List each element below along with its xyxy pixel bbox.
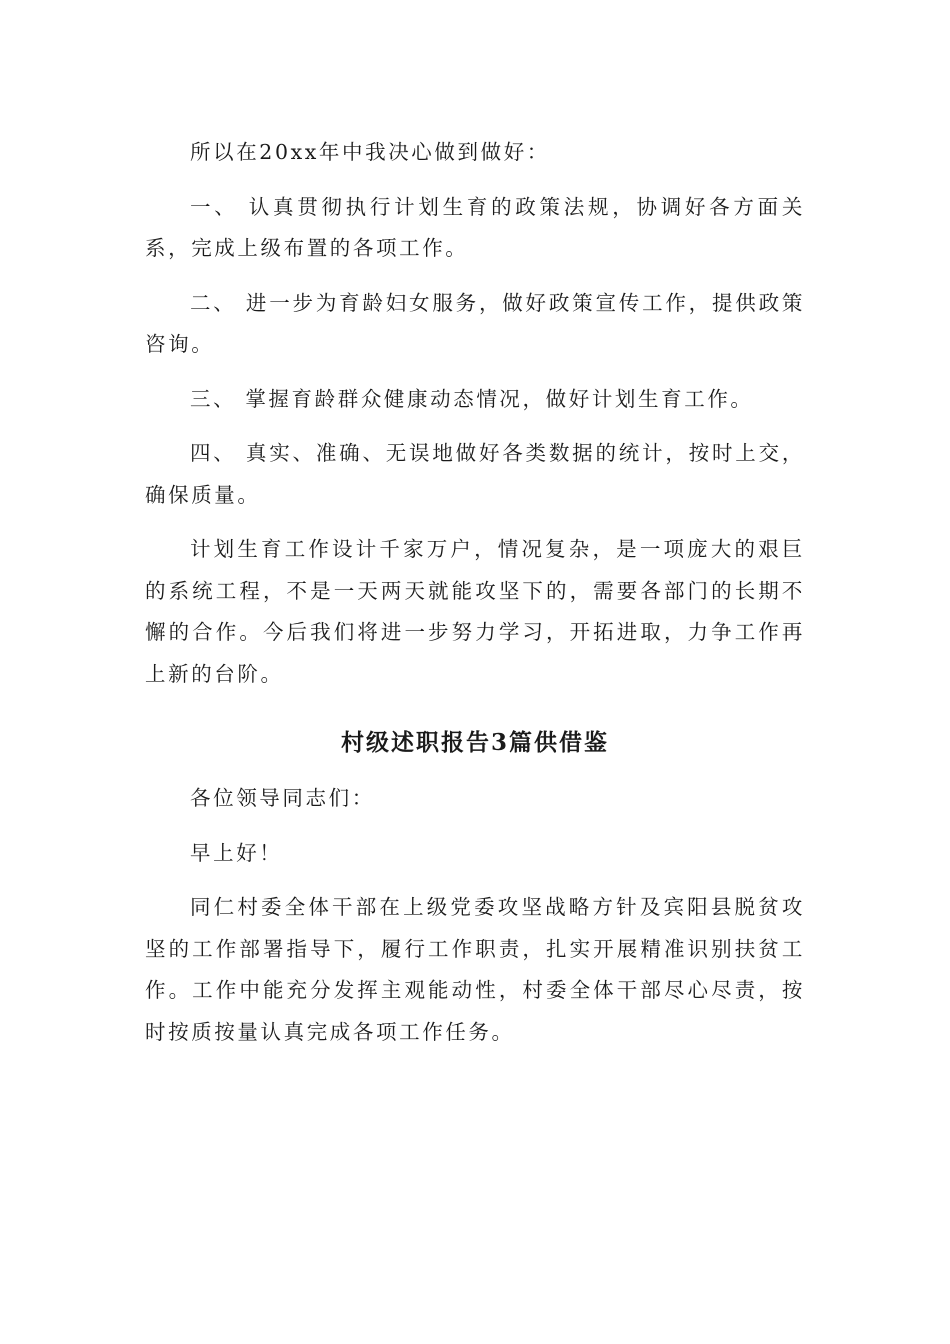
paragraph-conclusion: 计划生育工作设计千家万户，情况复杂，是一项庞大的艰巨的系统工程，不是一天两天就能攻坚下的，需要各部门的长期不懈的合作。今后我们将进一步努力学习，开拓进取，力争工作再上新的台阶。 [145, 537, 805, 686]
paragraph-item-three: 三、 掌握育龄群众健康动态情况，做好计划生育工作。 [190, 386, 754, 411]
paragraph-salutation: 各位领导同志们： [190, 786, 375, 810]
paragraph-item-two: 二、 进一步为育龄妇女服务，做好政策宣传工作，提供政策咨询。 [145, 290, 805, 356]
paragraph-item-one: 一、 认真贯彻执行计划生育的政策法规，协调好各方面关系，完成上级布置的各项工作。 [145, 194, 805, 260]
paragraph-item-four: 四、 真实、准确、无误地做好各类数据的统计，按时上交，确保质量。 [145, 441, 805, 507]
paragraph-resolution-intro: 所以在20xx年中我决心做到做好： [190, 140, 550, 164]
document-body [145, 132, 805, 1066]
paragraph-greeting: 早上好！ [190, 840, 283, 865]
paragraph-report-body: 同仁村委全体干部在上级党委攻坚战略方针及宾阳县脱贫攻坚的工作部署指导下，履行工作职责，扎实开展精准识别扶贫工作。工作中能充分发挥主观能动性，村委全体干部尽心尽责，按时按质按量认真完成各项工作任务。 [145, 895, 805, 1044]
section-title: 村级述职报告3篇供借鉴 [340, 729, 609, 756]
